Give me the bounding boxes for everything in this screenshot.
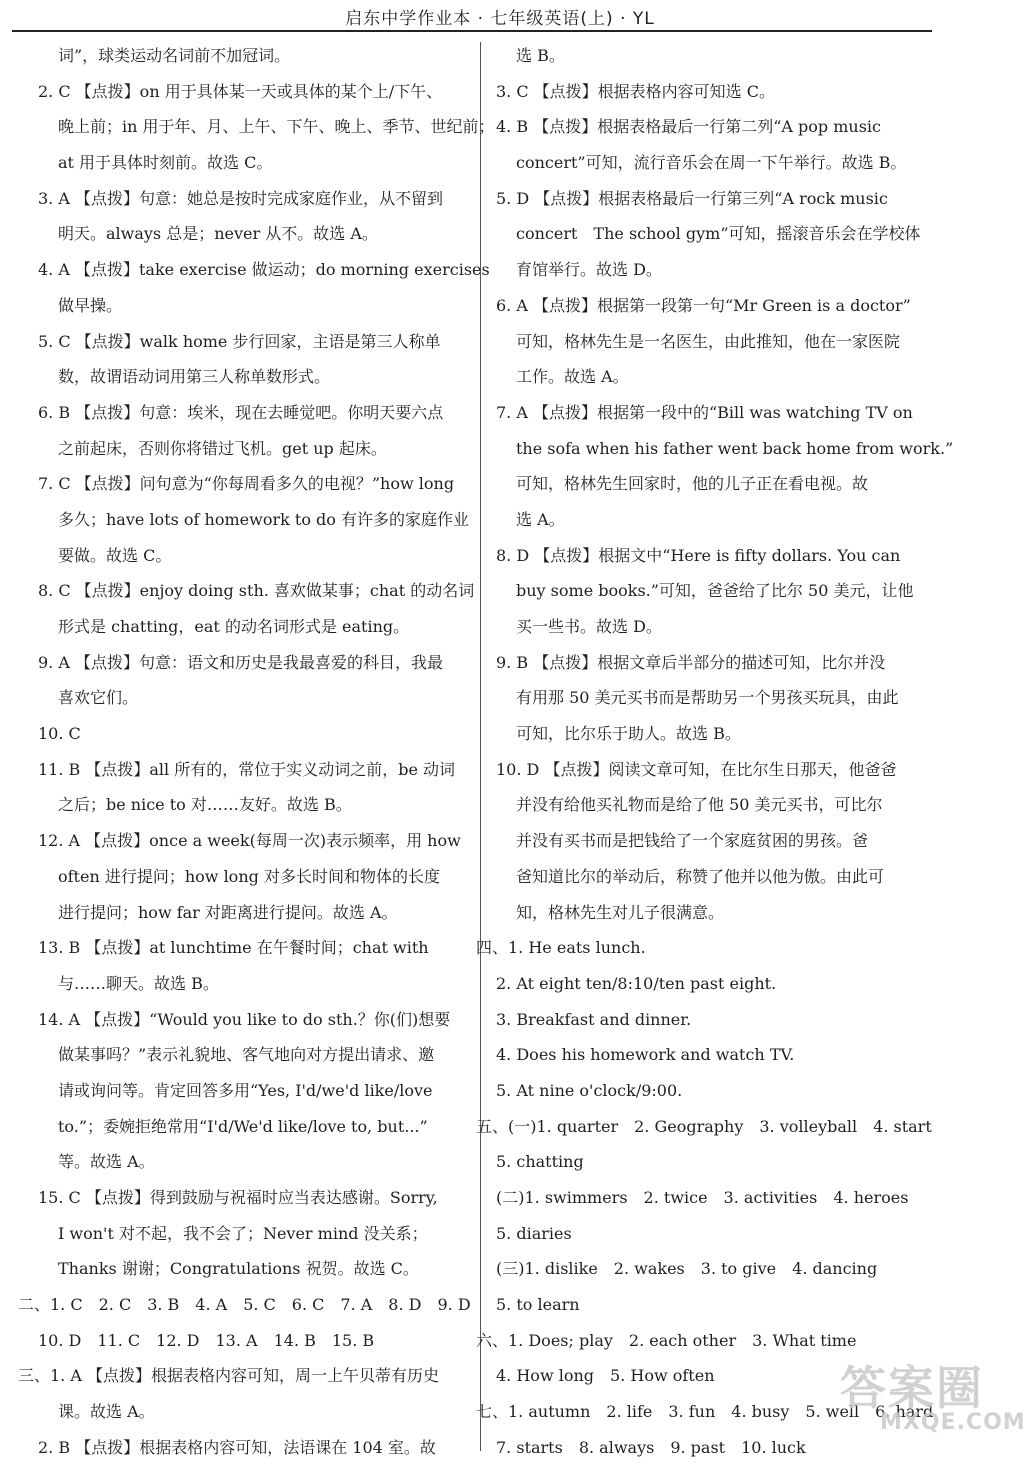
answer-line: 与……聊天。故选 B。 bbox=[58, 973, 219, 993]
answer-line: 买一些书。故选 D。 bbox=[516, 617, 662, 636]
answer-line: 晚上前；in 用于年、月、上午、下午、晚上、季节、世纪前； bbox=[58, 117, 495, 137]
answer-line: the sofa when his father went back home from work.” bbox=[516, 438, 954, 458]
answer-line: (三)1. dislike 2. wakes 3. to give 4. dancing bbox=[496, 1259, 878, 1279]
answer-line: 5. C 【点拨】walk home 步行回家，主语是第三人称单 bbox=[38, 331, 441, 351]
answer-line: often 进行提问；how long 对多长时间和物体的长度 bbox=[58, 866, 440, 886]
answer-line: 明天。always 总是；never 从不。故选 A。 bbox=[58, 224, 378, 244]
header-rule bbox=[12, 30, 932, 32]
answer-line: 15. C 【点拨】得到鼓励与祝福时应当表达感谢。Sorry, bbox=[38, 1188, 438, 1207]
answer-line: 2. C 【点拨】on 用于具体某一天或具体的某个上/下午、 bbox=[38, 81, 443, 101]
answer-line: 词”，球类运动名词前不加冠词。 bbox=[58, 46, 291, 65]
answer-line: 7. A 【点拨】根据第一段中的“Bill was watching TV on bbox=[496, 402, 913, 422]
column-divider bbox=[480, 42, 481, 1451]
answer-line: 3. Breakfast and dinner. bbox=[496, 1009, 692, 1029]
answer-line: 10. D 11. C 12. D 13. A 14. B 15. B bbox=[38, 1330, 375, 1350]
answer-line: 喜欢它们。 bbox=[58, 688, 139, 708]
answer-line: 2. At eight ten/8:10/ten past eight. bbox=[496, 973, 777, 993]
answer-line: 3. C 【点拨】根据表格内容可知选 C。 bbox=[496, 81, 776, 101]
answer-line: 14. A 【点拨】“Would you like to do sth.？你(们)想要 bbox=[38, 1009, 451, 1029]
answer-line: 5. At nine o'clock/9:00. bbox=[496, 1080, 683, 1100]
answer-line: 爸知道比尔的举动后，称赞了他并以他为傲。由此可 bbox=[516, 866, 885, 886]
answer-line: concert”可知，流行音乐会在周一下午举行。故选 B。 bbox=[516, 153, 907, 173]
answer-line: 8. C 【点拨】enjoy doing sth. 喜欢做某事；chat 的动名词 bbox=[38, 581, 475, 601]
answer-line: 工作。故选 A。 bbox=[516, 367, 629, 387]
answer-line: (二)1. swimmers 2. twice 3. activities 4. heroes bbox=[496, 1188, 909, 1207]
watermark-text: 答案圈 bbox=[840, 1361, 984, 1415]
answer-line: 数，故谓语动词用第三人称单数形式。 bbox=[58, 367, 331, 387]
answer-line: 可知，格林先生回家时，他的儿子正在看电视。故 bbox=[516, 474, 869, 494]
answer-line: 7. starts 8. always 9. past 10. luck bbox=[496, 1437, 806, 1457]
answer-line: 做某事吗？”表示礼貌地、客气地向对方提出请求、邀 bbox=[58, 1045, 435, 1065]
answer-line: 4. Does his homework and watch TV. bbox=[496, 1045, 795, 1065]
answer-line: 5. diaries bbox=[496, 1223, 572, 1243]
answer-line: 五、(一)1. quarter 2. Geography 3. volleyball 4. start bbox=[476, 1116, 932, 1136]
answer-line: 多久；have lots of homework to do 有许多的家庭作业 bbox=[58, 509, 470, 529]
answer-line: 进行提问；how far 对距离进行提问。故选 A。 bbox=[58, 902, 398, 922]
answer-line: 做早操。 bbox=[58, 295, 123, 315]
answer-line: 之前起床，否则你将错过飞机。get up 起床。 bbox=[58, 438, 387, 458]
answer-line: 4. A 【点拨】take exercise 做运动；do morning exercises bbox=[38, 260, 490, 280]
answer-line: 11. B 【点拨】all 所有的，常位于实义动词之前，be 动词 bbox=[38, 759, 456, 779]
answer-line: 可知，比尔乐于助人。故选 B。 bbox=[516, 724, 741, 744]
answer-line: 13. B 【点拨】at lunchtime 在午餐时间；chat with bbox=[38, 938, 429, 958]
answer-line: 4. B 【点拨】根据表格最后一行第二列“A pop music bbox=[496, 117, 881, 137]
answer-line: to.”；委婉拒绝常用“I'd/We'd like/love to, but...” bbox=[58, 1116, 428, 1136]
answer-line: 选 A。 bbox=[516, 509, 565, 529]
answer-line: 9. A 【点拨】句意：语文和历史是我最喜爱的科目，我最 bbox=[38, 652, 443, 672]
answer-line: 四、1. He eats lunch. bbox=[476, 938, 646, 958]
answer-line: 10. C bbox=[38, 724, 81, 744]
answer-line: 并没有给他买礼物而是给了他 50 美元买书，可比尔 bbox=[516, 795, 883, 815]
answer-line: 6. A 【点拨】根据第一段第一句“Mr Green is a doctor” bbox=[496, 295, 911, 315]
answer-line: 9. B 【点拨】根据文章后半部分的描述可知，比尔并没 bbox=[496, 652, 886, 672]
answer-line: 2. B 【点拨】根据表格内容可知，法语课在 104 室。故 bbox=[38, 1437, 436, 1457]
answer-line: 育馆举行。故选 D。 bbox=[516, 260, 662, 280]
answer-line: 10. D 【点拨】阅读文章可知，在比尔生日那天，他爸爸 bbox=[496, 759, 897, 779]
watermark-logo bbox=[840, 1352, 1026, 1447]
answer-line: buy some books.”可知，爸爸给了比尔 50 美元，让他 bbox=[516, 581, 914, 601]
answer-line: Thanks 谢谢；Congratulations 祝贺。故选 C。 bbox=[58, 1259, 419, 1279]
answer-line: 六、1. Does; play 2. each other 3. What time bbox=[476, 1330, 857, 1350]
header-title: 启东中学作业本 · 七年级英语(上) · YL bbox=[345, 9, 655, 29]
answer-line: 知，格林先生对儿子很满意。 bbox=[516, 902, 725, 922]
watermark-url: MXQE.COM bbox=[880, 1410, 1026, 1435]
answer-line: 并没有买书而是把钱给了一个家庭贫困的男孩。爸 bbox=[516, 831, 869, 851]
answer-line: 二、1. C 2. C 3. B 4. A 5. C 6. C 7. A 8. D 9. D bbox=[18, 1295, 471, 1315]
answer-line: 5. to learn bbox=[496, 1295, 580, 1315]
page-header bbox=[0, 0, 1000, 34]
answer-line: 七、1. autumn 2. life 3. fun 4. busy 5. well 6. hard bbox=[476, 1402, 934, 1422]
answer-line: 要做。故选 C。 bbox=[58, 545, 172, 565]
answer-line: 等。故选 A。 bbox=[58, 1152, 155, 1172]
answer-line: 4. How long 5. How often bbox=[496, 1366, 715, 1386]
answer-line: I won't 对不起，我不会了；Never mind 没关系； bbox=[58, 1223, 428, 1243]
left-column bbox=[18, 38, 495, 1466]
answer-line: 三、1. A 【点拨】根据表格内容可知，周一上午贝蒂有历史 bbox=[18, 1366, 439, 1386]
answer-line: concert The school gym”可知，摇滚音乐会在学校体 bbox=[516, 224, 921, 244]
answer-line: 6. B 【点拨】句意：埃米，现在去睡觉吧。你明天要六点 bbox=[38, 402, 444, 422]
answer-line: 3. A 【点拨】句意：她总是按时完成家庭作业，从不留到 bbox=[38, 188, 443, 208]
answer-line: 请或询问等。肯定回答多用“Yes, I'd/we'd like/love bbox=[58, 1080, 433, 1100]
answer-line: 之后；be nice to 对……友好。故选 B。 bbox=[58, 795, 352, 815]
answer-line: at 用于具体时刻前。故选 C。 bbox=[58, 153, 273, 173]
answer-line: 8. D 【点拨】根据文中“Here is fifty dollars. You can bbox=[496, 545, 901, 565]
answer-line: 可知，格林先生是一名医生，由此推知，他在一家医院 bbox=[516, 331, 901, 351]
answer-line: 5. D 【点拨】根据表格最后一行第三列“A rock music bbox=[496, 188, 888, 208]
answer-line: 课。故选 A。 bbox=[58, 1402, 155, 1422]
answer-line: 有用那 50 美元买书而是帮助另一个男孩买玩具，由此 bbox=[516, 688, 899, 708]
answer-line: 选 B。 bbox=[516, 46, 565, 65]
answer-line: 5. chatting bbox=[496, 1152, 584, 1172]
answer-line: 12. A 【点拨】once a week(每周一次)表示频率，用 how bbox=[38, 831, 461, 851]
answer-line: 形式是 chatting，eat 的动名词形式是 eating。 bbox=[58, 617, 410, 636]
answer-line: 7. C 【点拨】问句意为“你每周看多久的电视？”how long bbox=[38, 474, 455, 494]
